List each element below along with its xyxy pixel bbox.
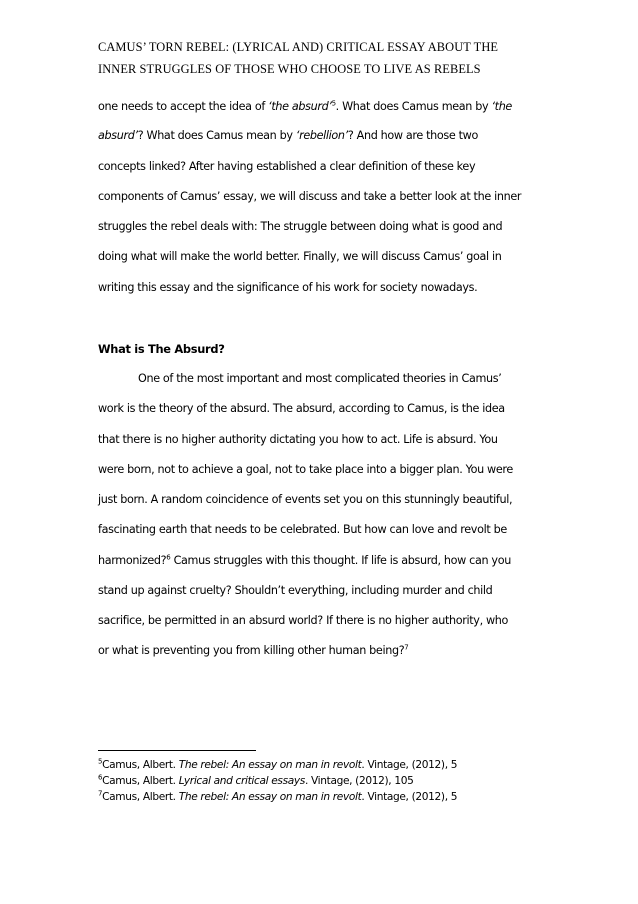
running-header [98, 36, 538, 80]
text-line: fascinating earth that needs to be celebrated. But how can love and revolt be [98, 523, 507, 536]
text-line: One of the most important and most complicated theories in Camus’ [138, 372, 502, 385]
footnote: $^6$Camus, Albert. Lyrical and critical essays. Vintage, (2012), 105 [98, 773, 414, 787]
text-line: concepts linked? After having established a clear definition of these key [98, 160, 476, 173]
footnotes [98, 757, 457, 805]
text-line: harmonized?$^6$ Camus struggles with this thought. If life is absurd, how can you [98, 553, 511, 567]
text-line: struggles the rebel deals with: The struggle between doing what is good and [98, 220, 503, 233]
footnote: $^7$Camus, Albert. The rebel: An essay on man in revolt. Vintage, (2012), 5 [98, 789, 458, 803]
text-line: doing what will make the world better. Finally, we will discuss Camus’ goal in [98, 250, 502, 263]
text-line: writing this essay and the significance of his work for society nowadays. [98, 281, 478, 294]
footnote: $^5$Camus, Albert. The rebel: An essay on man in revolt. Vintage, (2012), 5 [98, 757, 458, 771]
text-line: one needs to accept the idea of ‘the absurd’$^5$. What does Camus mean by ‘the [98, 99, 512, 113]
text-line: sacrifice, be permitted in an absurd world? If there is no higher authority, who [98, 614, 509, 627]
text-line: that there is no higher authority dictating you how to act. Life is absurd. You [98, 433, 498, 446]
text-line: absurd’? What does Camus mean by ‘rebellion’? And how are those two [98, 129, 478, 142]
section-heading: What is The Absurd? [98, 342, 225, 356]
text-line: stand up against cruelty? Shouldn’t everything, including murder and child [98, 584, 493, 597]
footnote-separator [98, 750, 256, 751]
text-line: work is the theory of the absurd. The absurd, according to Camus, is the idea [98, 402, 505, 415]
text-line: or what is preventing you from killing other human being?$^7$ [98, 643, 409, 657]
header-line-1: CAMUS’ TORN REBEL: (LYRICAL AND) CRITICAL ESSAY ABOUT THE [98, 40, 499, 54]
text-line: just born. A random coincidence of events set you on this stunningly beautiful, [98, 493, 513, 506]
text-line: components of Camus’ essay, we will discuss and take a better look at the inner [98, 190, 522, 203]
text-line: were born, not to achieve a goal, not to take place into a bigger plan. You were [98, 463, 513, 476]
header-line-2: INNER STRUGGLES OF THOSE WHO CHOOSE TO LIVE AS REBELS [98, 62, 481, 76]
